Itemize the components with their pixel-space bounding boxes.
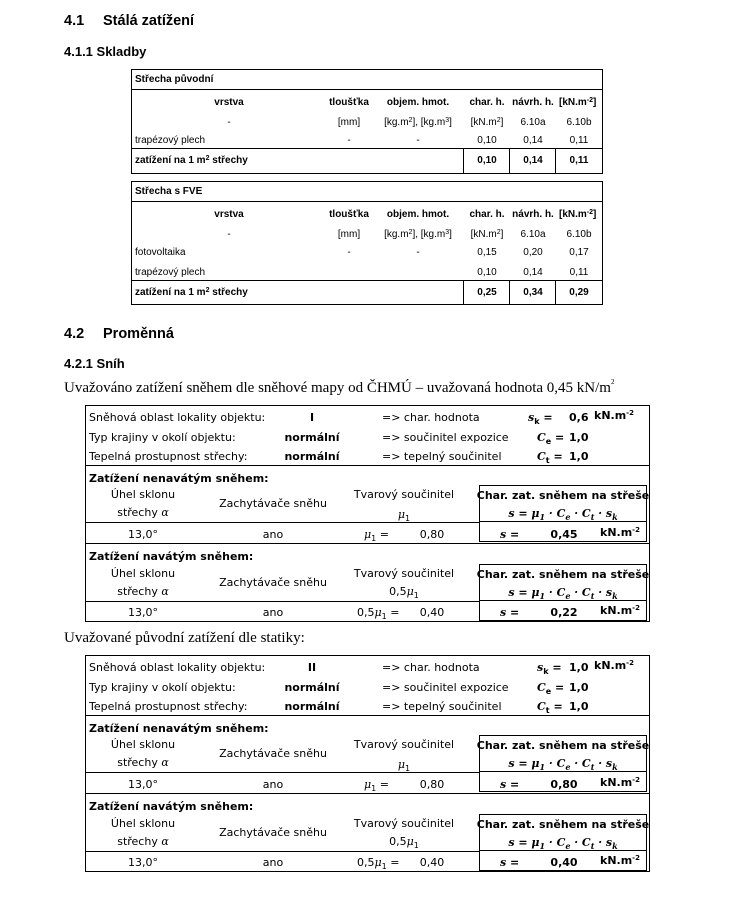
col-unit: $[kN.m^{-2}]$ [559,97,597,108]
col-char: char. h. [469,97,505,108]
section-4-2-title: Proměnná [103,326,174,342]
col-navrh: návrh. h. [512,97,554,108]
section-4-1-1-title: 4.1.1 Skladby [64,44,147,59]
sk-symbol: $s_k$ = [528,411,553,427]
snow-formula: $s = \mu_1 \cdot C_e \cdot C_t \cdot s_k$ [508,757,618,773]
unit-610b: 6.10b [566,117,592,128]
drifted-heading: Zatížení navátým sněhem: [89,550,254,563]
roof-original-title: Střecha původní [135,74,214,85]
col-objem: objem. hmot. [386,97,450,108]
col-vrstva: vrstva [214,97,244,108]
unit-vrstva: - [227,117,231,128]
roof-fve-title: Střecha s FVE [135,186,203,197]
snow-formula: $s = \mu_1 \cdot C_e \cdot C_t \cdot s_k$ [508,836,618,852]
unit-tloustka: [mm] [337,117,361,128]
undrifted-heading: Zatížení nenavátým sněhem: [89,472,269,485]
sk-value: 1,0 [569,661,589,674]
snow-formula: $s = \mu_1 \cdot C_e \cdot C_t \cdot s_k$ [508,507,618,523]
ce-symbol: $C_e$ = [537,431,565,447]
snow-intro-paragraph: Uvažováno zatížení sněhem dle sněhové mapy od ČHMÚ – uvažovaná hodnota 0,45 $kN/m^2$ [64,378,615,396]
value-region: I [309,411,315,424]
value-terrain: normální [284,431,340,444]
section-4-2-number: 4.2 [64,326,85,342]
section-4-2-1-title: 4.2.1 Sníh [64,356,125,371]
undrifted-heading: Zatížení nenavátým sněhem: [89,722,269,735]
orig-intro-paragraph: Uvažované původní zatížení dle statiky: [64,630,305,646]
col-tloustka: tloušťka [329,97,369,108]
unit-610a: 6.10a [520,117,546,128]
drifted-heading: Zatížení navátým sněhem: [89,800,254,813]
label-thermal: Tepelná prostupnost střechy: [89,450,248,463]
unit-objem: $[kg.m^2]$, $[kg.m^3]$ [384,117,452,128]
value-region: II [307,661,317,674]
section-4-1-title: Stálá zatížení [103,13,195,29]
section-4-1-number: 4.1 [64,13,85,29]
label-region: Sněhová oblast lokality objektu: [89,411,266,424]
value-thermal: normální [284,450,340,463]
sk-value: 0,6 [569,411,589,424]
snow-formula: $s = \mu_1 \cdot C_e \cdot C_t \cdot s_k$ [508,586,618,602]
ct-value: 1,0 [569,450,589,463]
unit-char: $[kN.m^2]$ [470,117,504,128]
label-terrain: Typ krajiny v okolí objektu: [89,431,236,444]
ct-symbol: $C_t$ = [537,450,563,466]
ce-value: 1,0 [569,431,589,444]
